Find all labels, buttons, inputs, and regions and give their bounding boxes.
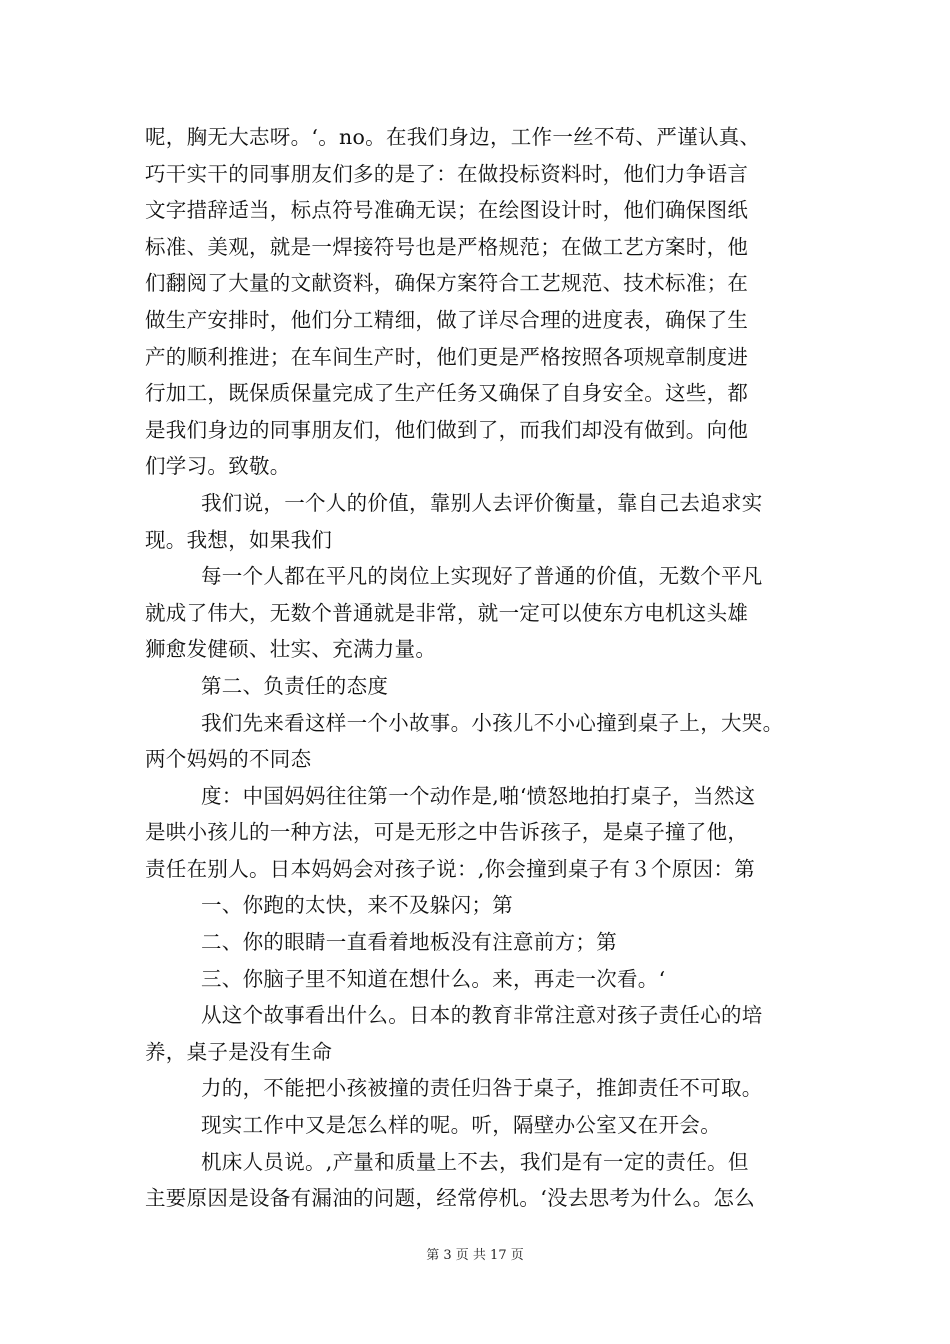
document-body	[145, 119, 825, 1217]
text-line: 一、你跑的太快，来不及躲闪；第	[201, 893, 513, 918]
text-line: 呢，胸无大志呀。‘。no。在我们身边，工作一丝不苟、严谨认真、	[145, 125, 761, 149]
text-line: 两个妈妈的不同态	[145, 747, 312, 772]
text-line: 养，桌子是没有生命	[145, 1039, 333, 1064]
text-line: 狮愈发健硕、壮实、充满力量。	[145, 637, 437, 662]
text-line: 我们先来看这样一个小故事。小孩儿不小心撞到桌子上，大哭。	[201, 710, 784, 735]
text-line: 就成了伟大，无数个普通就是非常，就一定可以使东方电机这头雄	[145, 600, 749, 625]
text-line: 第二、负责任的态度	[201, 673, 389, 698]
page-number-footer: 第 3 页 共 17 页	[426, 1248, 524, 1263]
text-line: 文字措辞适当，标点符号准确无误；在绘图设计时，他们确保图纸	[145, 198, 749, 223]
text-line: 现。我想，如果我们	[145, 527, 333, 552]
text-line: 巧干实干的同事朋友们多的是了：在做投标资料时，他们力争语言	[145, 161, 749, 186]
text-line: 度：中国妈妈往往第一个动作是,啪‘愤怒地拍打桌子，当然这	[201, 783, 756, 808]
text-line: 们学习。致敬。	[145, 454, 291, 479]
text-line: 标准、美观，就是一焊接符号也是严格规范；在做工艺方案时，他	[145, 234, 749, 259]
text-line: 三、你脑子里不知道在想什么。来，再走一次看。‘	[201, 966, 666, 991]
text-line: 做生产安排时，他们分工精细，做了详尽合理的进度表，确保了生	[145, 307, 749, 332]
text-line: 是哄小孩儿的一种方法，可是无形之中告诉孩子，是桌子撞了他，	[145, 820, 749, 845]
text-line: 力的，不能把小孩被撞的责任归咎于桌子，推卸责任不可取。	[201, 1076, 763, 1101]
text-line: 每一个人都在平凡的岗位上实现好了普通的价值，无数个平凡	[201, 564, 763, 589]
text-line: 主要原因是设备有漏油的问题，经常停机。‘没去思考为什么。怎么	[145, 1186, 756, 1211]
text-line: 产的顺利推进；在车间生产时，他们更是严格按照各项规章制度进	[145, 344, 749, 369]
text-line: 是我们身边的同事朋友们，他们做到了，而我们却没有做到。向他	[145, 417, 749, 442]
text-line: 们翻阅了大量的文献资料，确保方案符合工艺规范、技术标准；在	[145, 271, 749, 296]
text-line: 二、你的眼睛一直看着地板没有注意前方；第	[201, 930, 617, 955]
text-line: 机床人员说。,产量和质量上不去，我们是有一定的责任。但	[201, 1149, 749, 1174]
text-line: 现实工作中又是怎么样的呢。听，隔壁办公室又在开会。	[201, 1113, 721, 1138]
text-line: 从这个故事看出什么。日本的教育非常注意对孩子责任心的培	[201, 1003, 763, 1028]
text-line: 责任在别人。日本妈妈会对孩子说：,你会撞到桌子有３个原因：第	[145, 856, 756, 881]
text-line: 行加工，既保质保量完成了生产任务又确保了自身安全。这些，都	[145, 381, 749, 406]
text-line: 我们说，一个人的价值，靠别人去评价衡量，靠自己去追求实	[201, 490, 763, 515]
